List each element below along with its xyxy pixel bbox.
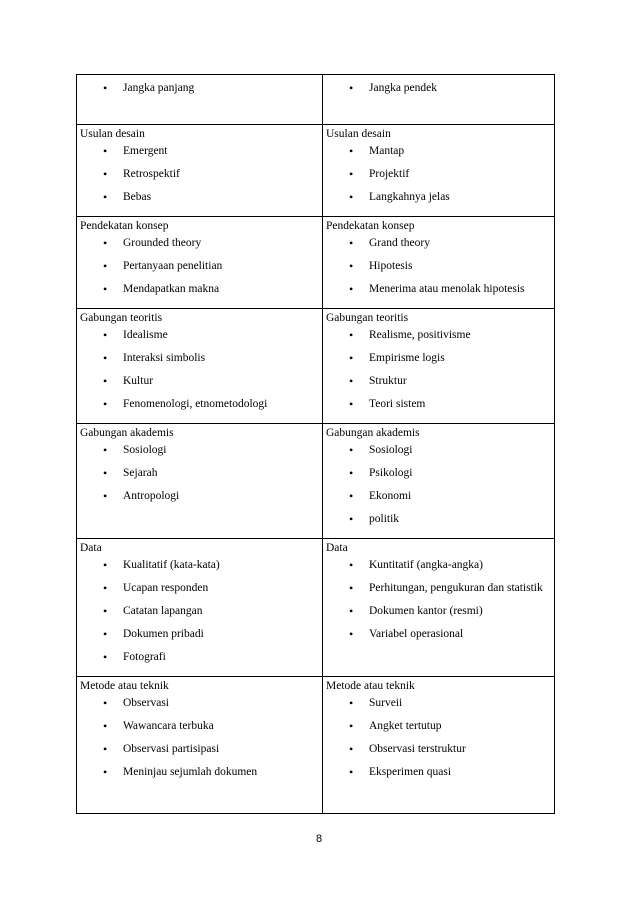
list-item: • Interaksi simbolis [80,351,319,366]
cell-heading: Gabungan akademis [326,427,420,439]
table-cell-right [323,75,555,125]
list-item: • Meninjau sejumlah dokumen [80,765,319,780]
bullet-list [326,443,551,527]
list-item: • Idealisme [80,328,319,343]
comparison-table [76,74,555,814]
cell-heading: Gabungan teoritis [80,312,163,324]
list-item: • Eksperimen quasi [326,765,551,780]
list-item: • Perhitungan, pengukuran dan statistik [326,577,551,600]
table-cell-left [77,125,323,217]
list-item: • Dokumen kantor (resmi) [326,604,551,619]
list-item: • Kultur [80,374,319,389]
table-row [77,309,555,424]
cell-heading: Pendekatan konsep [80,220,169,232]
table-cell-right [323,539,555,677]
bullet-list [326,144,551,205]
cell-heading: Metode atau teknik [326,680,415,692]
list-item: • Sosiologi [80,443,319,458]
bullet-list [326,81,551,96]
bullet-list [326,696,551,780]
bullet-list [326,328,551,412]
list-item: • Pertanyaan penelitian [80,259,319,274]
list-item: • Grand theory [326,236,551,251]
bullet-list [80,696,319,780]
list-item: • Empirisme logis [326,351,551,366]
table-cell-left [77,677,323,814]
cell-heading: Data [326,542,348,554]
table-cell-right [323,424,555,539]
list-item: • politik [326,512,551,527]
list-item: • Surveii [326,696,551,711]
table-cell-right [323,125,555,217]
bullet-list [80,81,319,96]
list-item: • Menerima atau menolak hipotesis [326,282,551,297]
table-cell-right [323,677,555,814]
list-item: • Emergent [80,144,319,159]
cell-heading: Gabungan teoritis [326,312,409,324]
list-item: • Variabel operasional [326,627,551,642]
bullet-list [80,558,319,665]
list-item: • Sosiologi [326,443,551,458]
list-item: • Langkahnya jelas [326,190,551,205]
table-row [77,424,555,539]
bullet-list [80,144,319,205]
list-item: • Angket tertutup [326,719,551,734]
list-item: • Observasi [80,696,319,711]
list-item: • Fenomenologi, etnometodologi [80,397,319,412]
cell-heading: Metode atau teknik [80,680,169,692]
bullet-list [326,236,551,297]
list-item: • Fotografi [80,650,319,665]
list-item: • Hipotesis [326,259,551,274]
list-item: • Sejarah [80,466,319,481]
list-item: • Psikologi [326,466,551,481]
table-row [77,125,555,217]
list-item: • Antropologi [80,489,319,504]
table-cell-left [77,217,323,309]
list-item: • Struktur [326,374,551,389]
list-item: • Catatan lapangan [80,604,319,619]
list-item: • Teori sistem [326,397,551,412]
bullet-list [80,236,319,297]
list-item: • Kuntitatif (angka-angka) [326,558,551,573]
table-cell-left [77,539,323,677]
list-item: • Wawancara terbuka [80,719,319,734]
list-item: • Jangka pendek [326,81,551,96]
page-number: 8 [315,833,323,845]
list-item: • Retrospektif [80,167,319,182]
table-cell-right [323,217,555,309]
cell-heading: Pendekatan konsep [326,220,415,232]
cell-heading: Data [80,542,102,554]
list-item: • Projektif [326,167,551,182]
table-row [77,677,555,814]
list-item: • Ekonomi [326,489,551,504]
bullet-list [326,558,551,642]
bullet-list [80,328,319,412]
list-item: • Mendapatkan makna [80,282,319,297]
list-item: • Observasi partisipasi [80,742,319,757]
cell-heading: Usulan desain [80,128,145,140]
table-row [77,75,555,125]
table-row [77,539,555,677]
list-item: • Dokumen pribadi [80,627,319,642]
cell-heading: Usulan desain [326,128,391,140]
list-item: • Mantap [326,144,551,159]
table-cell-left [77,309,323,424]
table-row [77,217,555,309]
cell-heading: Gabungan akademis [80,427,174,439]
list-item: • Grounded theory [80,236,319,251]
table-cell-left [77,75,323,125]
table-cell-left [77,424,323,539]
list-item: • Ucapan responden [80,581,319,596]
list-item: • Observasi terstruktur [326,742,551,757]
bullet-list [80,443,319,504]
list-item: • Realisme, positivisme [326,328,551,343]
table-cell-right [323,309,555,424]
list-item: • Kualitatif (kata-kata) [80,558,319,573]
list-item: • Jangka panjang [80,81,319,96]
list-item: • Bebas [80,190,319,205]
